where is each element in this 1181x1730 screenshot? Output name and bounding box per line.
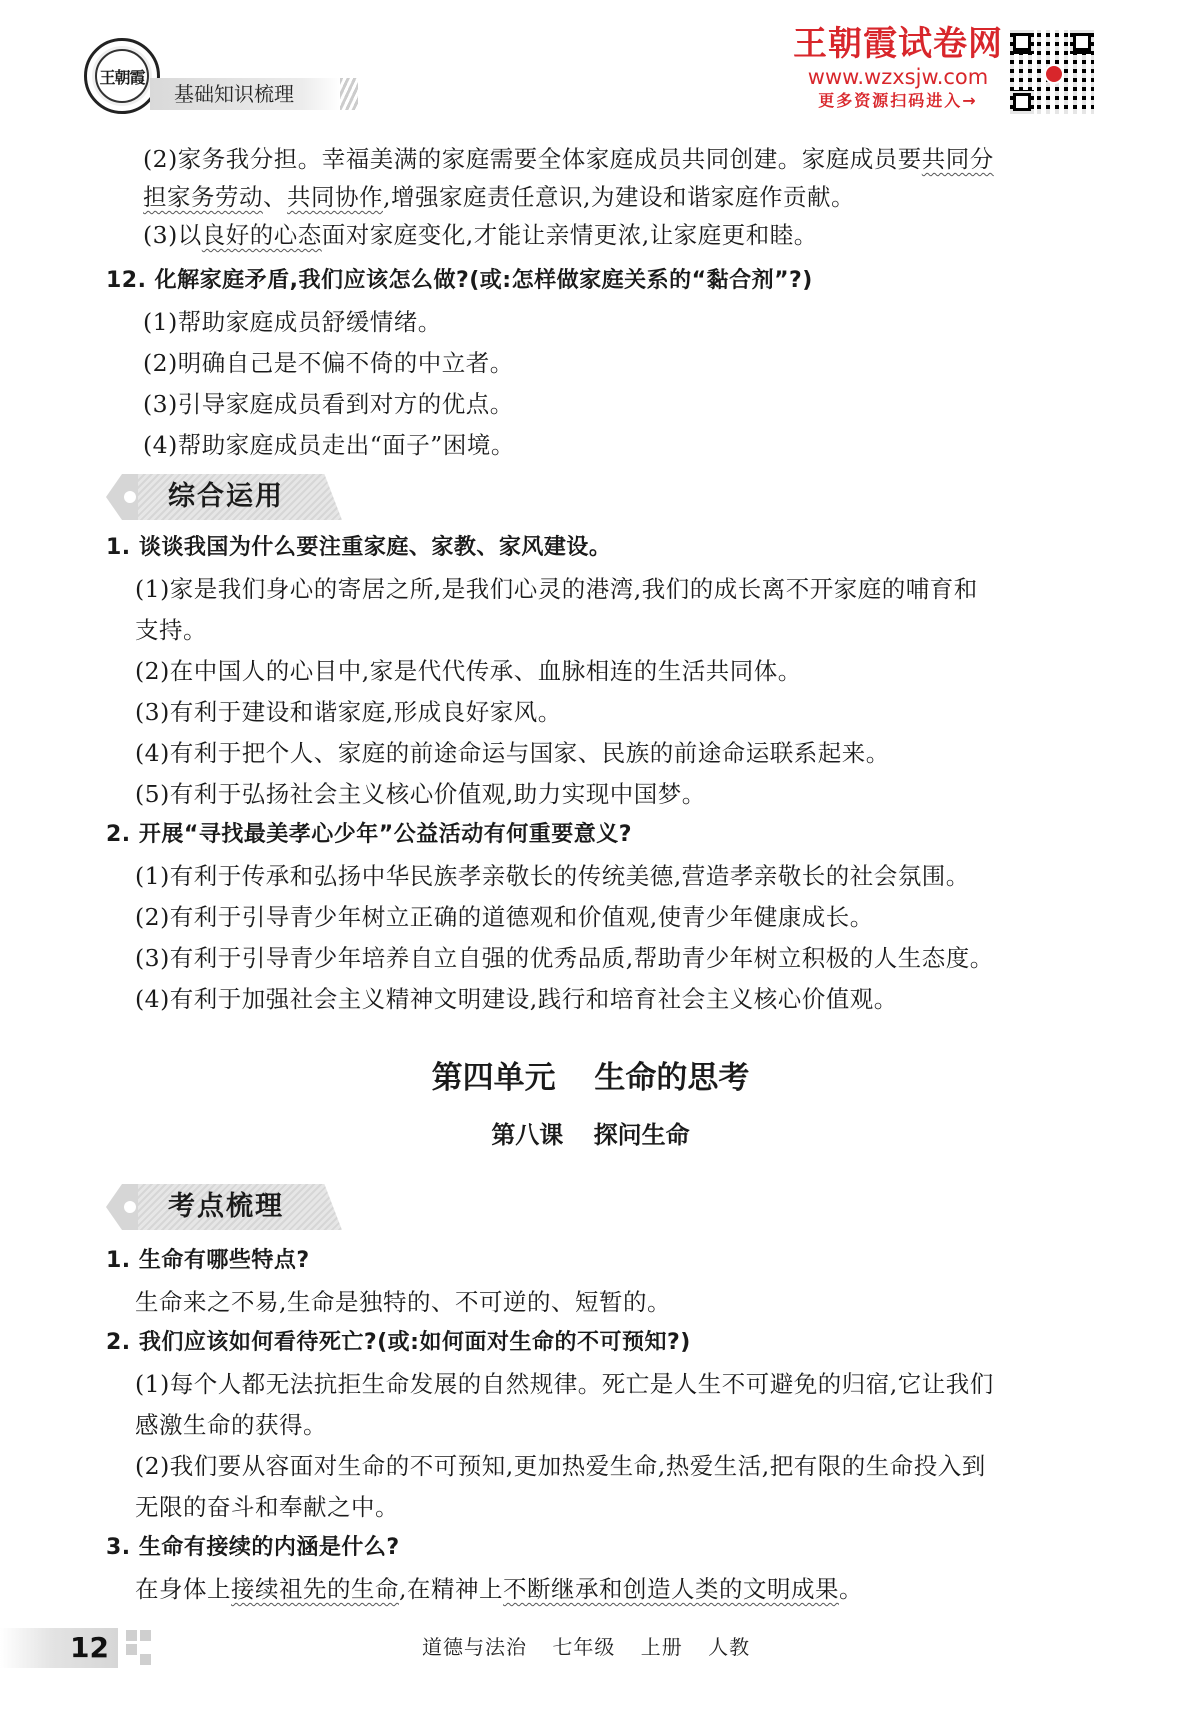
publisher-seal-logo [84, 38, 160, 114]
question-heading: 1. 生命有哪些特点? [106, 1248, 310, 1273]
list-item: (4)帮助家庭成员走出“面子”困境。 [143, 431, 515, 459]
list-item: (2)明确自己是不偏不倚的中立者。 [143, 349, 514, 377]
list-item: (3)引导家庭成员看到对方的优点。 [143, 390, 514, 418]
book-info: 道德与法治 七年级 上册 人教 [422, 1635, 751, 1659]
section-tag-key-points [106, 1184, 342, 1230]
list-item: (1)有利于传承和弘扬中华民族孝亲敬长的传统美德,营造孝亲敬长的社会氛围。 [135, 862, 970, 890]
list-item: (2)我们要从容面对生命的不可预知,更加热爱生命,热爱生活,把有限的生命投入到 [135, 1452, 986, 1480]
list-item: (4)有利于把个人、家庭的前途命运与国家、民族的前途命运联系起来。 [135, 739, 890, 767]
list-item: (4)有利于加强社会主义精神文明建设,践行和培育社会主义核心价值观。 [135, 985, 898, 1013]
list-item: 生命来之不易,生命是独特的、不可逆的、短暂的。 [135, 1288, 671, 1316]
list-item: (5)有利于弘扬社会主义核心价值观,助力实现中国梦。 [135, 780, 706, 808]
list-item: 无限的奋斗和奉献之中。 [135, 1493, 399, 1521]
section-tag-comprehensive [106, 474, 342, 520]
list-item: (1)家是我们身心的寄居之所,是我们心灵的港湾,我们的成长离不开家庭的哺育和 [135, 575, 978, 603]
list-item: 支持。 [135, 616, 207, 644]
question-heading: 2. 开展“寻找最美孝心少年”公益活动有何重要意义? [106, 822, 633, 847]
brand-slogan: 更多资源扫码进入→ [818, 91, 978, 110]
section-label: 考点梳理 [168, 1191, 284, 1222]
list-item: 感激生命的获得。 [135, 1411, 327, 1439]
list-item: 在身体上接续祖先的生命,在精神上不断继承和创造人类的文明成果。 [135, 1575, 863, 1603]
footer-squares-icon [126, 1630, 152, 1666]
bullet-dot-icon [124, 491, 136, 503]
qr-code-icon[interactable] [1010, 30, 1094, 114]
question-heading: 2. 我们应该如何看待死亡?(或:如何面对生命的不可预知?) [106, 1330, 691, 1355]
header-section-label: 基础知识梳理 [174, 82, 294, 106]
list-item: (1)帮助家庭成员舒缓情绪。 [143, 308, 442, 336]
list-item: (2)在中国人的心目中,家是代代传承、血脉相连的生活共同体。 [135, 657, 802, 685]
list-item: (1)每个人都无法抗拒生命发展的自然规律。死亡是人生不可避免的归宿,它让我们 [135, 1370, 994, 1398]
section-label: 综合运用 [168, 481, 284, 512]
brand-name: 王朝霞试卷网 [793, 24, 1003, 64]
list-item: (3)有利于建设和谐家庭,形成良好家风。 [135, 698, 562, 726]
seal-text: 王朝霞 [95, 49, 149, 103]
question-heading: 3. 生命有接续的内涵是什么? [106, 1535, 400, 1560]
page-number: 12 [70, 1631, 109, 1664]
question-heading: 12. 化解家庭矛盾,我们应该怎么做?(或:怎样做家庭关系的“黏合剂”?) [106, 268, 813, 293]
bullet-dot-icon [124, 1201, 136, 1213]
unit-title: 第四单元 生命的思考 [431, 1060, 750, 1096]
list-item: (3)有利于引导青少年培养自立自强的优秀品质,帮助青少年树立积极的人生态度。 [135, 944, 994, 972]
list-item: (2)家务我分担。幸福美满的家庭需要全体家庭成员共同创建。家庭成员要共同分 [143, 145, 994, 173]
brand-url[interactable]: www.wzxsjw.com [807, 65, 989, 89]
list-item: 担家务劳动、共同协作,增强家庭责任意识,为建设和谐家庭作贡献。 [143, 183, 855, 211]
question-heading: 1. 谈谈我国为什么要注重家庭、家教、家风建设。 [106, 535, 612, 560]
lesson-title: 第八课 探问生命 [491, 1121, 690, 1149]
list-item: (3)以良好的心态面对家庭变化,才能让亲情更浓,让家庭更和睦。 [143, 221, 818, 249]
list-item: (2)有利于引导青少年树立正确的道德观和价值观,使青少年健康成长。 [135, 903, 874, 931]
